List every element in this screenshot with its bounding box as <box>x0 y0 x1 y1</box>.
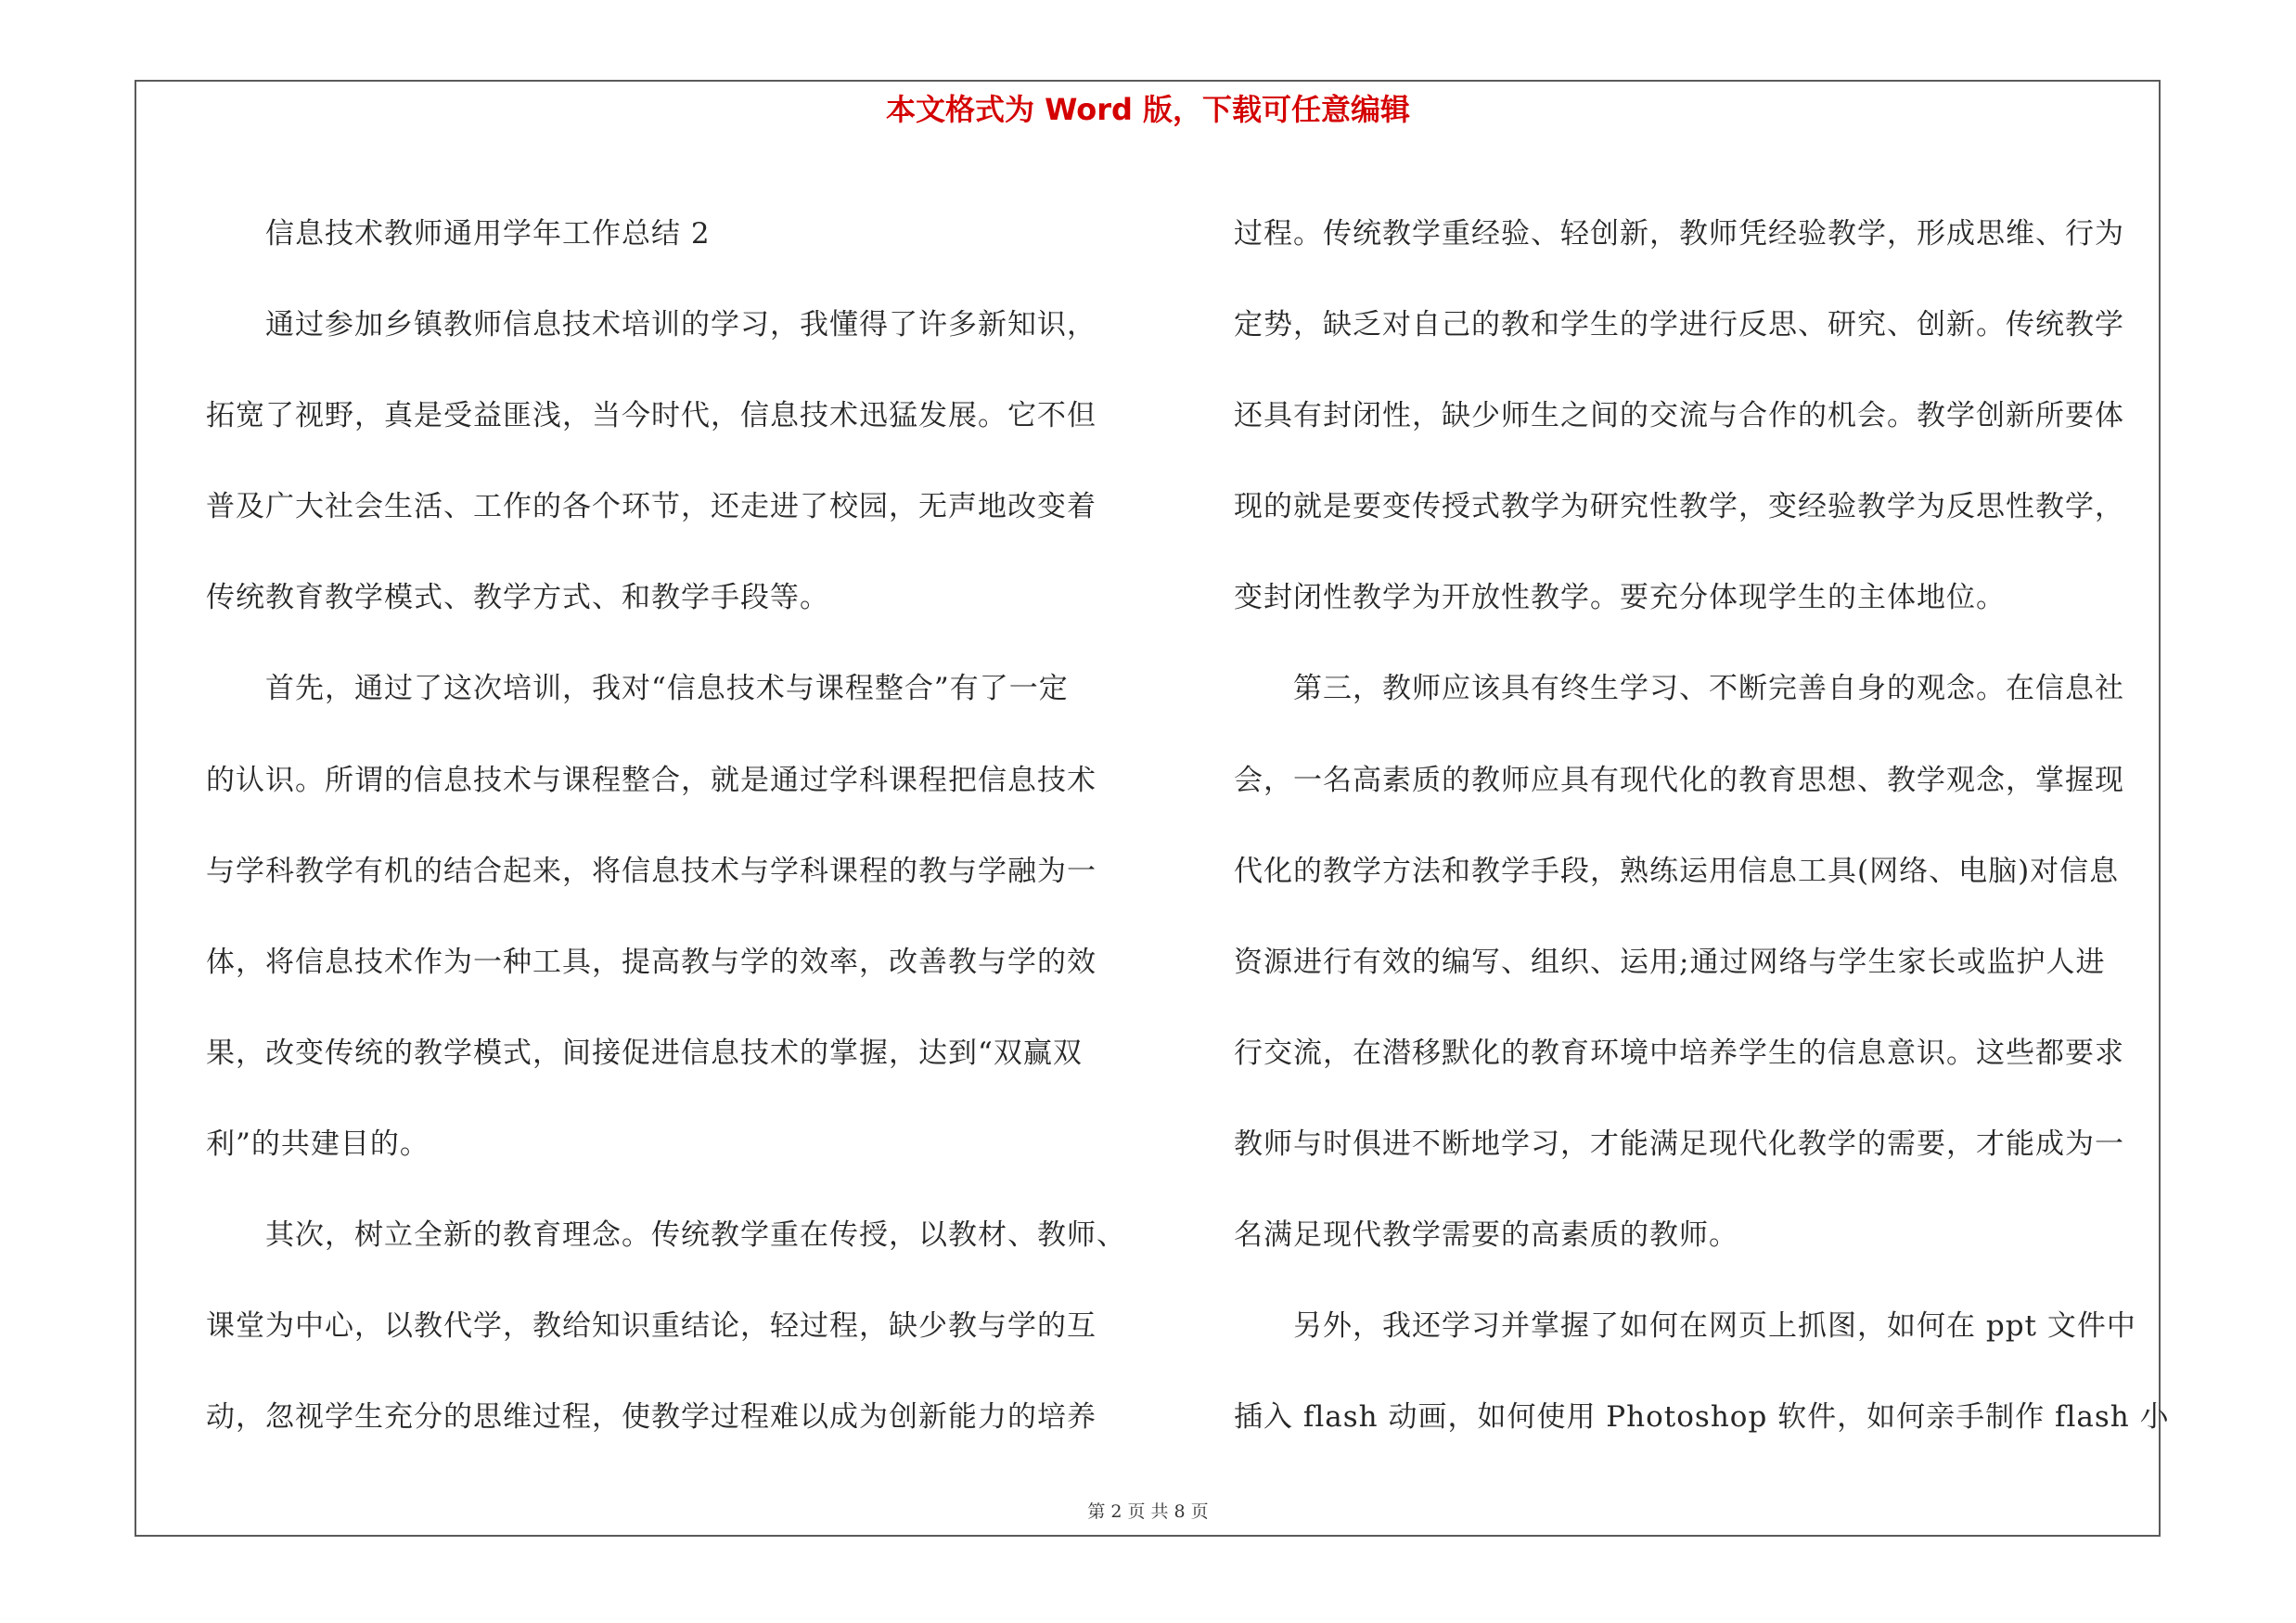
format-banner: 本文格式为 Word 版，下载可任意编辑 <box>885 92 1411 127</box>
text-line: 课堂为中心，以教代学，教给知识重结论，轻过程，缺少教与学的互 <box>206 1309 1097 1344</box>
text-line: 与学科教学有机的结合起来，将信息技术与学科课程的教与学融为一 <box>206 854 1097 888</box>
text-line: 过程。传统教学重经验、轻创新，教师凭经验教学，形成思维、行为 <box>1234 217 2124 251</box>
text-line: 传统教育教学模式、教学方式、和教学手段等。 <box>206 581 829 615</box>
text-line: 其次，树立全新的教育理念。传统教学重在传授，以教材、教师、 <box>206 1218 1126 1253</box>
text-line: 动，忽视学生充分的思维过程，使教学过程难以成为创新能力的培养 <box>206 1400 1097 1435</box>
text-line: 资源进行有效的编写、组织、运用;通过网络与学生家长或监护人进 <box>1234 945 2106 979</box>
text-line: 第三，教师应该具有终生学习、不断完善自身的观念。在信息社 <box>1234 672 2124 706</box>
text-line: 首先，通过了这次培训，我对“信息技术与课程整合”有了一定 <box>206 672 1069 706</box>
text-line: 果，改变传统的教学模式，间接促进信息技术的掌握，达到“双赢双 <box>206 1036 1083 1070</box>
text-line: 信息技术教师通用学年工作总结 2 <box>206 217 711 251</box>
text-line: 利”的共建目的。 <box>206 1127 430 1161</box>
page-number: 第 2 页 共 8 页 <box>1087 1501 1209 1522</box>
text-line: 拓宽了视野，真是受益匪浅，当今时代，信息技术迅猛发展。它不但 <box>206 399 1097 433</box>
text-line: 的认识。所谓的信息技术与课程整合，就是通过学科课程把信息技术 <box>206 763 1097 797</box>
right-column <box>1234 188 2170 1462</box>
text-line: 另外，我还学习并掌握了如何在网页上抓图，如何在 ppt 文件中 <box>1234 1309 2136 1344</box>
text-line: 定势，缺乏对自己的教和学生的学进行反思、研究、创新。传统教学 <box>1234 308 2124 342</box>
text-line: 通过参加乡镇教师信息技术培训的学习，我懂得了许多新知识， <box>206 308 1097 342</box>
text-line: 还具有封闭性，缺少师生之间的交流与合作的机会。教学创新所要体 <box>1234 399 2124 433</box>
text-line: 会，一名高素质的教师应具有现代化的教育思想、教学观念，掌握现 <box>1234 763 2124 797</box>
text-line: 体，将信息技术作为一种工具，提高教与学的效率，改善教与学的效 <box>206 945 1097 979</box>
left-column <box>206 188 1126 1462</box>
text-line: 普及广大社会生活、工作的各个环节，还走进了校园，无声地改变着 <box>206 490 1097 524</box>
text-line: 现的就是要变传授式教学为研究性教学，变经验教学为反思性教学， <box>1234 490 2124 524</box>
text-line: 行交流，在潜移默化的教育环境中培养学生的信息意识。这些都要求 <box>1234 1036 2124 1070</box>
text-line: 插入 flash 动画，如何使用 Photoshop 软件，如何亲手制作 flash 小 <box>1234 1400 2170 1435</box>
text-line: 代化的教学方法和教学手段，熟练运用信息工具(网络、电脑)对信息 <box>1234 854 2120 888</box>
text-line: 教师与时俱进不断地学习，才能满足现代化教学的需要，才能成为一 <box>1234 1127 2124 1161</box>
text-line: 名满足现代教学需要的高素质的教师。 <box>1234 1218 1738 1253</box>
text-line: 变封闭性教学为开放性教学。要充分体现学生的主体地位。 <box>1234 581 2006 615</box>
